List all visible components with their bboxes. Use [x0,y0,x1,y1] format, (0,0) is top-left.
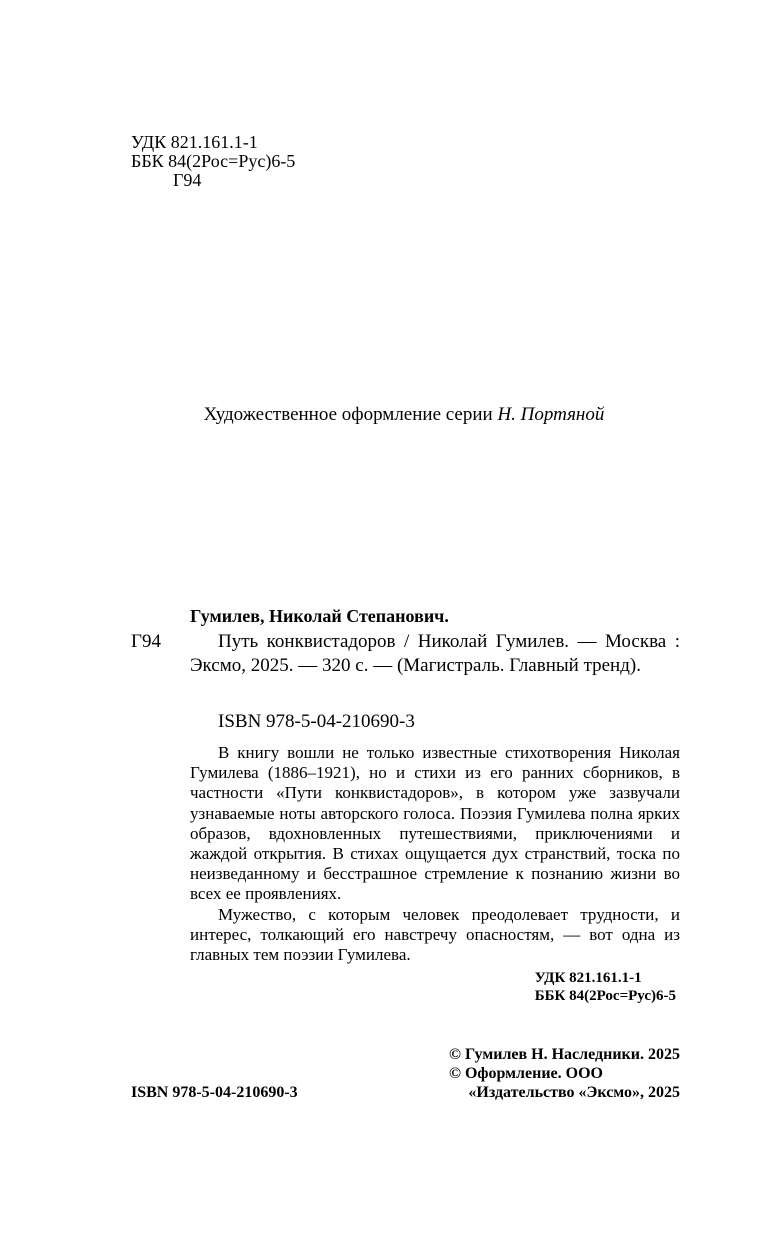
series-designer-name: Н. Портяной [497,404,605,425]
bbk-code-right: ББК 84(2Рос=Рус)6-5 [534,988,676,1004]
isbn-bottom: ISBN 978-5-04-210690-3 [131,1084,298,1101]
copyright-block [449,1045,680,1102]
classification-codes-right [535,969,676,1005]
annotation-paragraph-1: В книгу вошли не только известные стихотворения Николая Гумилева (1886–1921), но и стихи из его ранних сборников, в частности «Пути конквистадоров», в котором уже зазвучали узнаваемые ноты авторского голоса. Поэзия Гумилева полна ярких образов, вдохновленных путешествиями, приключениями и жаждой открытия. В стихах ощущается дух странствий, тоска по неизведанному и бесстрашное стремление к познанию жизни во всех ее проявлениях. [190,743,680,904]
udk-code: УДК 821.161.1-1 [131,132,258,152]
annotation-paragraph-2: Мужество, с которым человек преодолевает трудности, и интерес, толкающий его навстречу опасностям, — вот одна из главных тем поэзии Гумилева. [190,904,680,965]
copyright-line-3: «Издательство «Эксмо», 2025 [468,1084,680,1101]
author-mark: Г94 [173,170,202,190]
bibliographic-author-mark: Г94 [131,631,161,652]
udk-code-right: УДК 821.161.1-1 [534,970,642,986]
bibliographic-author: Гумилев, Николай Степанович. [190,606,449,626]
classification-block [131,133,295,190]
bibliographic-isbn: ISBN 978-5-04-210690-3 [218,711,415,732]
series-design-text: Художественное оформление серии [203,404,498,425]
annotation [190,743,680,965]
bibliographic-description: Путь конквистадоров / Николай Гумилев. — Москва : Эксмо, 2025. — 320 с. — (Магистраль. Главный тренд). [190,631,680,676]
copyright-line-1: © Гумилев Н. Наследники. 2025 [449,1046,680,1063]
series-design-credit [0,403,768,427]
bbk-code: ББК 84(2Рос=Рус)6-5 [131,151,296,171]
copyright-line-2: © Оформление. ООО [449,1065,603,1082]
